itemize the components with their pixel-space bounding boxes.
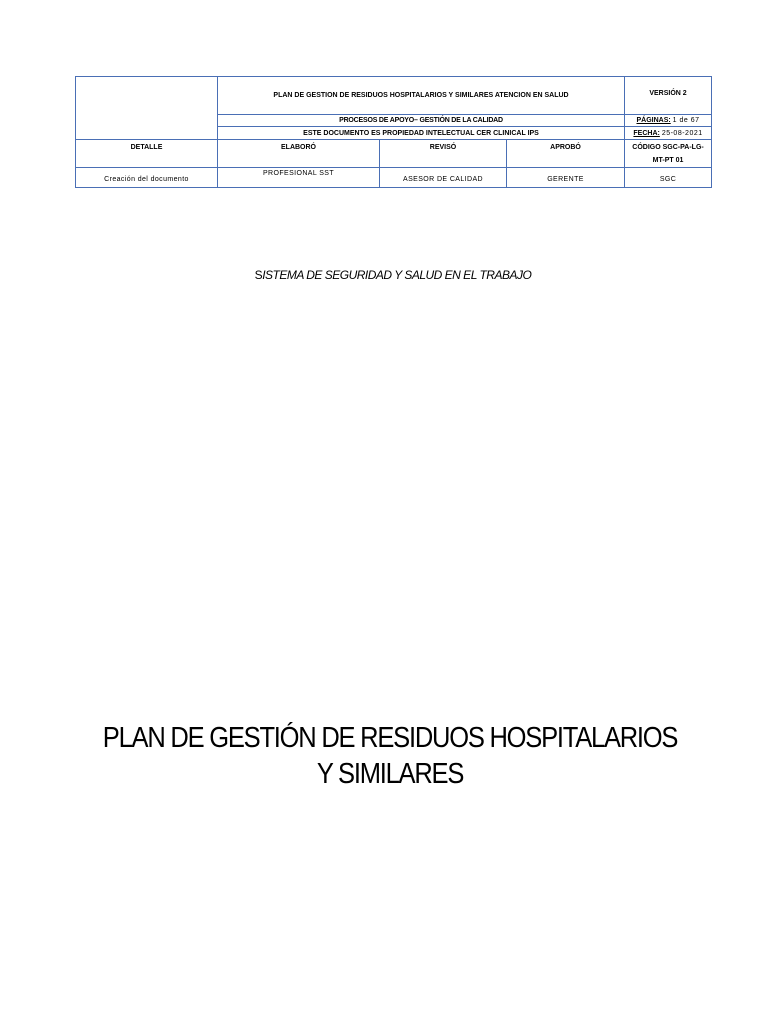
subtitle-text: ISTEMA DE SEGURIDAD Y SALUD EN EL TRABAJO [262, 268, 532, 282]
row-code: SGC [625, 168, 712, 188]
document-code: CÓDIGO SGC-PA-LG-MT-PT 01 [625, 140, 712, 168]
row-aprobo: GERENTE [507, 168, 625, 188]
row-reviso: ASESOR DE CALIDAD [380, 168, 507, 188]
col-detalle: DETALLE [76, 140, 218, 168]
date-cell [625, 127, 712, 140]
row-detalle: Creación del documento [76, 168, 218, 188]
document-header-table [75, 76, 712, 188]
date-value: 25-08-2021 [661, 129, 703, 137]
col-aprobo: APROBÓ [507, 140, 625, 168]
date-label: FECHA: [633, 129, 660, 137]
ownership-cell: ESTE DOCUMENTO ES PROPIEDAD INTELECTUAL CER CLINICAL IPS [218, 127, 625, 140]
process-cell: PROCESOS DE APOYO– GESTIÓN DE LA CALIDAD [218, 115, 625, 127]
row-elaboro: PROFESIONAL SST [218, 168, 380, 188]
document-title: PLAN DE GESTION DE RESIDUOS HOSPITALARIOS Y SIMILARES ATENCION EN SALUD [218, 77, 625, 115]
pages-label: PÁGINAS: [636, 117, 671, 124]
col-elaboro: ELABORÓ [218, 140, 380, 168]
col-reviso: REVISÓ [380, 140, 507, 168]
logo-cell [76, 77, 218, 140]
version-cell: VERSIÓN 2 [625, 77, 712, 115]
pages-cell [625, 115, 712, 127]
subtitle-initial: S [254, 268, 263, 282]
pages-value: 1 de 67 [672, 117, 700, 124]
document-subtitle [0, 268, 768, 282]
main-title-line-2: Y SIMILARES [316, 758, 464, 790]
main-title [82, 720, 698, 792]
main-title-line-1: PLAN DE GESTIÓN DE RESIDUOS HOSPITALARIOS [102, 722, 678, 754]
